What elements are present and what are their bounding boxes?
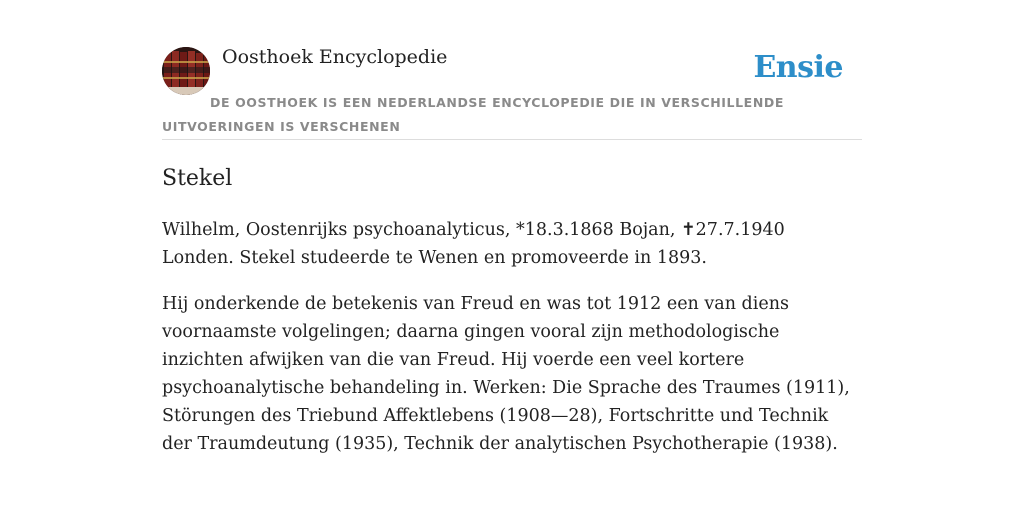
article-paragraph: Hij onderkende de betekenis van Freud en was tot 1912 een van diens voornaamste volgelingen; daarna gingen vooral zijn methodologische inzichten afwijken van die van Freud. Hij voerde een veel kortere psychoanalytische behandeling in. Werken: Die Sprache des Traumes (1911), Störungen des Triebund Affektlebens (1908—28), Fortschritte und Technik der Traumdeutung (1935), Technik der analytischen Psychotherapie (1938). [162,294,850,454]
page [162,0,862,458]
site-tagline: DE OOSTHOEK IS EEN NEDERLANDSE ENCYCLOPEDIE DIE IN VERSCHILLENDE UITVOERINGEN IS VERSCHENEN [162,95,784,134]
site-name[interactable]: Oosthoek Encyclopedie [222,46,448,68]
header [162,0,862,140]
brand-logo[interactable]: Ensie [753,50,843,85]
article-paragraph: Wilhelm, Oostenrijks psychoanalyticus, *18.3.1868 Bojan, ✝27.7.1940 Londen. Stekel studeerde te Wenen en promoveerde in 1893. [162,220,785,268]
article-title: Stekel [162,166,233,191]
encyclopedia-books-icon[interactable] [162,47,210,95]
